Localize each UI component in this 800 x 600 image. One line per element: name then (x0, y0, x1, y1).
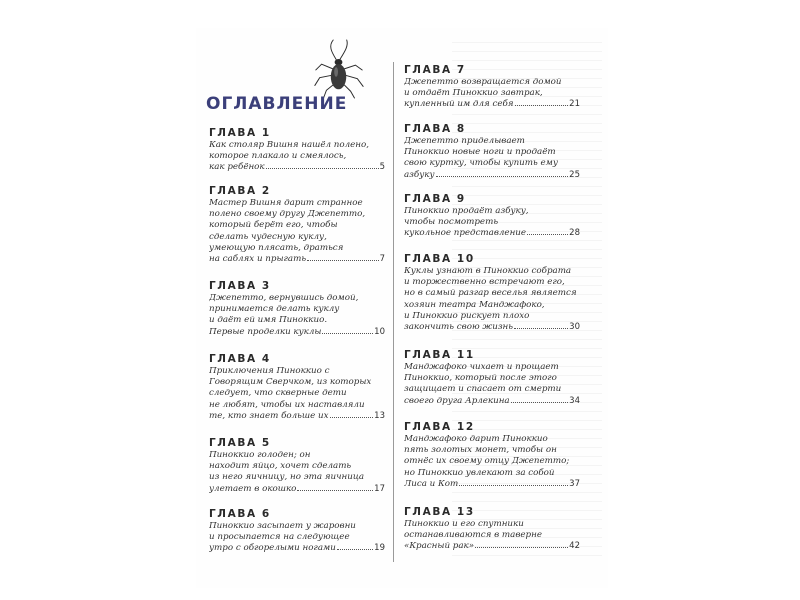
dot-leader (514, 328, 568, 329)
chapter-summary-line: хозяин театра Манджафоко, (404, 299, 545, 310)
chapter-summary-line: умеющую плясать, драться (209, 242, 344, 253)
chapter-summary-line: Манджафоко дарит Пиноккио (404, 434, 548, 444)
chapter-heading: ГЛАВА 11 (404, 349, 475, 361)
chapter-heading: ГЛАВА 3 (209, 280, 271, 292)
chapter-heading: ГЛАВА 8 (404, 123, 466, 135)
chapter-summary-line (404, 322, 580, 333)
chapter-summary-text: «Красный рак» (404, 541, 475, 552)
chapter-summary-line: Приключения Пиноккио с (209, 366, 330, 376)
dot-leader (511, 402, 569, 403)
chapter-entry (404, 421, 580, 490)
chapter-summary-line: которое плакало и смеялось, (209, 151, 347, 162)
page-number: 21 (569, 99, 580, 110)
chapter-summary-line (209, 327, 385, 338)
beetle-icon (310, 38, 368, 100)
chapter-summary-line: Манджафоко чихает и прощает (404, 362, 559, 372)
dot-leader (322, 333, 373, 334)
page-number: 7 (379, 253, 385, 264)
chapter-heading: ГЛАВА 12 (404, 421, 475, 433)
chapter-summary-line: пять золотых монет, чтобы он (404, 445, 557, 456)
chapter-summary-line: Говорящим Сверчком, из которых (209, 377, 372, 388)
chapter-summary-line: свою куртку, чтобы купить ему (404, 158, 558, 169)
chapter-heading: ГЛАВА 10 (404, 253, 475, 265)
dot-leader (436, 176, 569, 177)
chapter-entry (404, 253, 580, 333)
column-divider (393, 62, 394, 562)
chapter-summary-line: принимается делать куклу (209, 304, 340, 315)
chapter-summary-text: азбуку (404, 169, 435, 180)
page-number: 19 (374, 543, 385, 554)
dot-leader (527, 234, 568, 235)
chapter-summary-line (404, 479, 580, 490)
chapter-summary-line: Пиноккио и его спутники (404, 519, 524, 529)
chapter-summary-text: Первые проделки куклы (209, 326, 322, 337)
dot-leader (475, 547, 568, 548)
chapter-summary-text: на саблях и прыгать (209, 253, 307, 264)
chapter-summary-text: своего друга Арлекина (404, 395, 510, 406)
chapter-heading: ГЛАВА 9 (404, 193, 466, 205)
page-number: 25 (569, 169, 580, 180)
chapter-summary-text: закончить свою жизнь (404, 321, 514, 332)
dot-leader (330, 417, 374, 418)
chapter-summary-line (209, 484, 385, 495)
dot-leader (307, 260, 378, 261)
chapter-summary-line (404, 99, 580, 110)
book-page (196, 28, 608, 588)
chapter-summary-line: защищает и спасает от смерти (404, 384, 562, 395)
chapter-summary-line: и просыпается на следующее (209, 532, 350, 543)
chapter-summary-line: Джепетто, вернувшись домой, (209, 293, 359, 303)
page-number: 13 (374, 410, 385, 421)
chapter-entry (209, 437, 385, 495)
chapter-summary-text: кукольное представление (404, 228, 527, 239)
chapter-entry (404, 123, 580, 181)
page-number: 42 (569, 541, 580, 552)
chapter-summary-line: Куклы узнают в Пиноккио собрата (404, 266, 572, 276)
chapter-summary-line: Мастер Вишня дарит странное (209, 198, 363, 208)
chapter-heading: ГЛАВА 2 (209, 185, 271, 197)
dot-leader (459, 485, 568, 486)
page-number: 10 (374, 326, 385, 337)
chapter-summary-line (209, 411, 385, 422)
chapter-summary-line (209, 162, 385, 173)
dot-leader (266, 168, 379, 169)
chapter-summary-text: как ребёнок (209, 162, 265, 173)
chapter-heading: ГЛАВА 1 (209, 127, 271, 139)
chapter-summary-line: и торжественно встречают его, (404, 277, 565, 288)
chapter-entry (404, 64, 580, 111)
chapter-summary-line: но в самый разгар веселья является (404, 288, 577, 299)
chapter-summary-line: Пиноккио голоден; он (209, 450, 311, 460)
chapter-summary-text: те, кто знает больше их (209, 410, 329, 421)
chapter-entry (404, 349, 580, 407)
chapter-summary-line: сделать чудесную куклу, (209, 231, 327, 242)
chapter-summary-line: чтобы посмотреть (404, 217, 499, 228)
chapter-entry (404, 193, 580, 240)
chapter-summary-line: и даёт ей имя Пиноккио. (209, 315, 328, 326)
chapter-heading: ГЛАВА 6 (209, 508, 271, 520)
chapter-summary-text: улетает в окошко (209, 483, 297, 494)
page-number: 17 (374, 483, 385, 494)
page-number: 34 (569, 395, 580, 406)
chapter-entry (209, 185, 385, 265)
chapter-summary-line: но Пиноккио увлекают за собой (404, 467, 555, 478)
page-number: 37 (569, 478, 580, 489)
page-number: 28 (569, 228, 580, 239)
chapter-summary-line (404, 396, 580, 407)
chapter-summary-line: и Пиноккио рискует плохо (404, 310, 530, 321)
chapter-summary-line: Джепетто возвращается домой (404, 77, 562, 87)
chapter-summary-text: Лиса и Кот (404, 478, 459, 489)
chapter-heading: ГЛАВА 7 (404, 64, 466, 76)
chapter-entry (209, 508, 385, 555)
chapter-summary-line: Как столяр Вишня нашёл полено, (209, 140, 370, 150)
dot-leader (297, 490, 373, 491)
chapter-summary-line: останавливаются в таверне (404, 530, 542, 541)
chapter-summary-line: следует, что скверные дети (209, 388, 347, 399)
chapter-summary-line: Пиноккио засыпает у жаровни (209, 521, 356, 531)
chapter-summary-line: находит яйцо, хочет сделать (209, 461, 352, 472)
chapter-summary-line: Пиноккио, который после этого (404, 373, 557, 384)
toc-title: ОГЛАВЛЕНИЕ (206, 94, 348, 114)
chapter-summary-text: утро с обгорелыми ногами (209, 543, 336, 554)
chapter-entry (209, 353, 385, 422)
chapter-summary-line (404, 228, 580, 239)
chapter-entry (404, 506, 580, 553)
chapter-summary-line: который берёт его, чтобы (209, 220, 338, 231)
chapter-summary-line: не любят, чтобы их наставляли (209, 399, 365, 410)
chapter-heading: ГЛАВА 4 (209, 353, 271, 365)
chapter-summary-line: полено своему другу Джепетто, (209, 209, 366, 220)
chapter-summary-line (404, 170, 580, 181)
chapter-summary-text: купленный им для себя (404, 99, 514, 110)
chapter-entry (209, 127, 385, 174)
chapter-summary-line: Джепетто приделывает (404, 136, 525, 146)
chapter-heading: ГЛАВА 13 (404, 506, 475, 518)
chapter-summary-line: Пиноккио продаёт азбуку, (404, 206, 529, 216)
page-number: 30 (569, 321, 580, 332)
page-number: 5 (379, 162, 385, 173)
chapter-heading: ГЛАВА 5 (209, 437, 271, 449)
chapter-summary-line (209, 543, 385, 554)
chapter-summary-line (209, 254, 385, 265)
chapter-summary-line: из него яичницу, но эта яичница (209, 472, 365, 483)
chapter-summary-line: и отдаёт Пиноккио завтрак, (404, 88, 543, 99)
chapter-summary-line: Пиноккио новые ноги и продаёт (404, 147, 556, 158)
chapter-summary-line (404, 541, 580, 552)
dot-leader (515, 105, 569, 106)
chapter-entry (209, 280, 385, 338)
dot-leader (337, 549, 373, 550)
chapter-summary-line: отнёс их своему отцу Джепетто; (404, 456, 570, 467)
